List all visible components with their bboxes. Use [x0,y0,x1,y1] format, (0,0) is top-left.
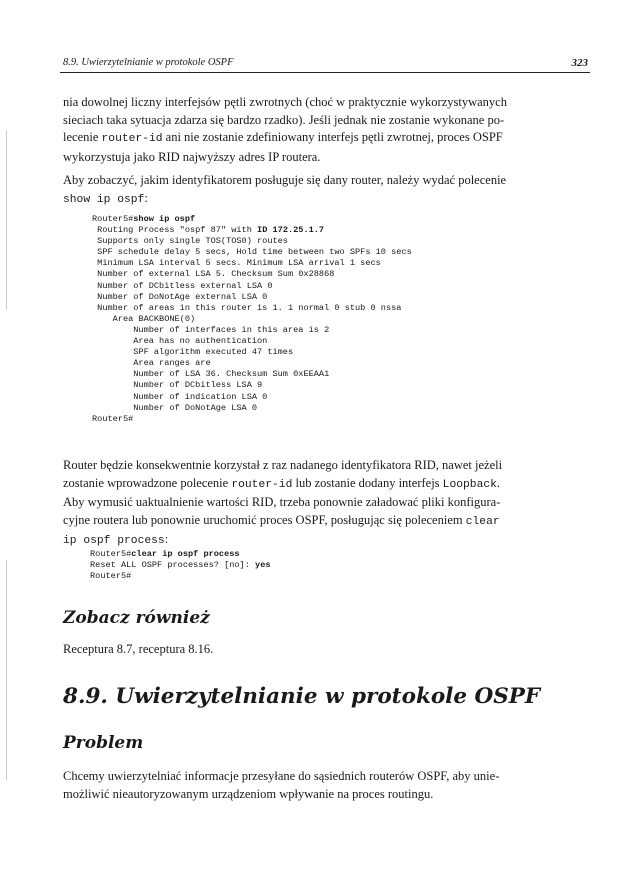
paragraph-rid-persistence [63,457,591,551]
text-line: wykorzystuja jako RID najwyższy adres IP routera. [63,149,321,164]
scan-edge-shadow [6,130,7,310]
code-line: SPF schedule delay 5 secs, Hold time between two SPFs 10 secs [92,247,412,258]
code-line: Number of DCbitless external LSA 0 [92,280,273,291]
text-line: lecenie router-id ani nie zostanie zdefiniowany interfejs pętli zwrotnej, proces OSPF [63,130,503,145]
paragraph-rid-loopback [63,94,591,166]
code-line: Number of areas in this router is 1. 1 normal 0 stub 0 nssa [92,302,402,313]
section-title: 8.9. Uwierzytelnianie w protokole OSPF [63,684,541,709]
code-prompt: Router5# [92,413,134,424]
text-line: Router będzie konsekwentnie korzystał z raz nadanego identyfikatora RID, nawet jeżeli [63,458,503,472]
inline-code: router-id [231,478,293,491]
code-line: Minimum LSA interval 5 secs. Minimum LSA arrival 1 secs [92,258,381,269]
code-command: show ip ospf [133,214,196,224]
text-line: możliwić nieautoryzowanym urządzeniom wpływanie na proces routingu. [63,786,434,801]
code-line: Area has no authentication [92,336,268,347]
header-rule [60,72,590,73]
text-line: show ip ospf: [63,190,148,206]
code-listing-clear-ip-ospf: Router5#clear ip ospf process Reset ALL OSPF processes? [no]: yes Router5# [90,549,271,582]
text-line: Aby wymusić uaktualnienie wartości RID, trzeba ponownie załadować pliki konfigura- [63,495,501,509]
text-line: zostanie wprowadzone polecenie router-id lub zostanie dodany interfejs Loopback. [63,475,501,491]
inline-code: router-id [101,133,163,145]
text-line: ip ospf process: [63,532,169,547]
text-line: nia dowolnej liczny interfejsów pętli zwrotnych (choć w praktycznie wykorzystywanych [63,95,507,109]
text-line: cyjne routera lub ponownie uruchomić proces OSPF, posługując się poleceniem clear [63,512,500,528]
code-line: Supports only single TOS(TOS0) routes [92,236,288,247]
code-line: Number of external LSA 5. Checksum Sum 0x28868 [92,269,335,280]
code-line: Number of interfaces in this area is 2 [92,324,330,335]
paragraph-show-ip-ospf [63,172,591,209]
page-number: 323 [571,57,588,69]
inline-code: show ip ospf [63,193,145,206]
inline-code: ip ospf process [63,535,165,547]
inline-code: clear [465,515,500,528]
code-listing-show-ip-ospf: Router5#show ip ospf Routing Process "ospf 87" with ID 172.25.1.7 Supports only single TOS(TOS0) routes SPF schedule delay 5 secs, Hold time between two SPFs 10 secs Minimum LSA interval 5 secs. Minimum LSA arrival 1 secs Number of external LSA 5. Checksum Sum 0x28868 Number of DCbitless external LSA 0 Number of DoNotAge external LSA 0 Number of areas in this router is 1. 1 normal 0 stub 0 nssa Area BACKBONE(0) Number of interfaces in this area is 2 Area has no authentication SPF algorithm executed 47 times Area ranges are Number of LSA 36. Checksum Sum 0xEEAA1 Number of DCbitless LSA 9 Number of indication LSA 0 Number of DoNotAge LSA 0 Router5# [92,214,412,424]
inline-code: Loopback [442,478,497,491]
code-line: Area BACKBONE(0) [92,313,196,324]
code-command: clear ip ospf process [131,549,240,559]
code-line: Number of DoNotAge external LSA 0 [92,291,268,302]
see-also-text: Receptura 8.7, receptura 8.16. [63,642,214,656]
heading-see-also: Zobacz również [63,608,210,628]
code-line: Area ranges are [92,358,211,369]
scan-edge-shadow [6,560,7,780]
code-line: SPF algorithm executed 47 times [92,347,294,358]
running-title: 8.9. Uwierzytelnianie w protokole OSPF [63,57,234,68]
code-line: Number of LSA 36. Checksum Sum 0xEEAA1 [92,369,330,380]
text-line: sieciach taka sytuacja zdarza się bardzo rzadko). Jeśli jednak nie zostanie wykonane po- [63,112,505,127]
heading-problem: Problem [63,733,144,753]
text-line: Aby zobaczyć, jakim identyfikatorem posługuje się dany router, należy wydać polecenie [63,173,507,187]
code-line: Number of DoNotAge LSA 0 [92,402,258,413]
code-line: Number of DCbitless LSA 9 [92,380,263,391]
text-line: Chcemy uwierzytelniać informacje przesyłane do sąsiednich routerów OSPF, aby unie- [63,769,500,783]
paragraph-problem [63,768,591,803]
code-line: Number of indication LSA 0 [92,391,268,402]
